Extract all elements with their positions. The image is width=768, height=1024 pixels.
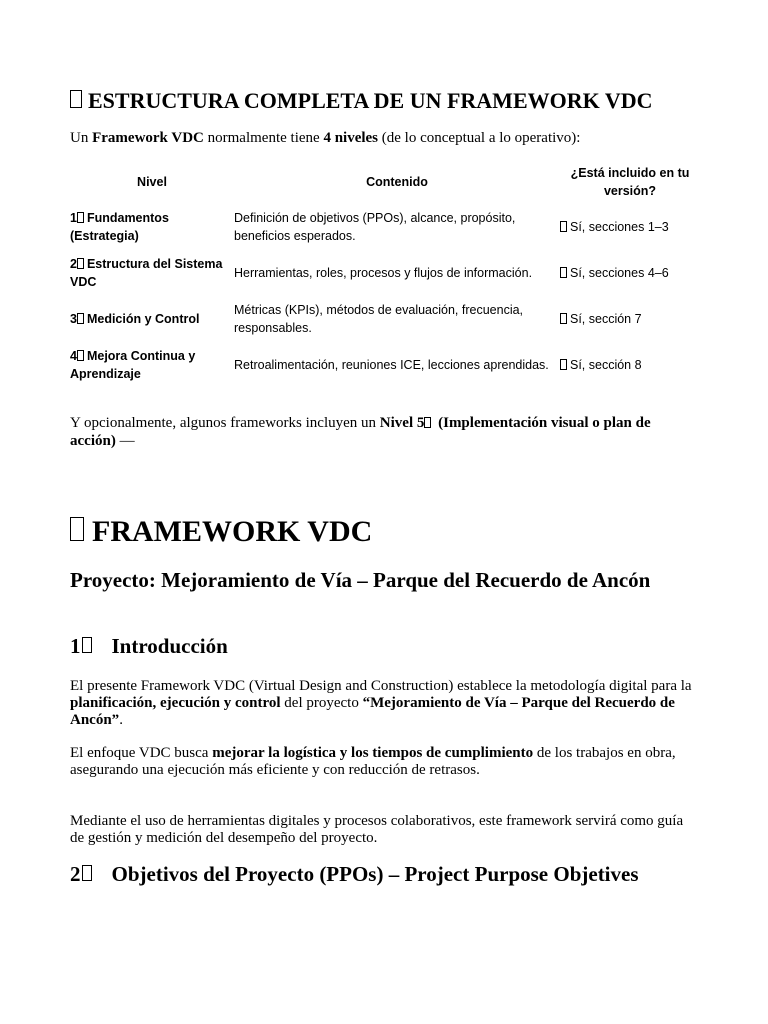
table-row <box>70 296 700 342</box>
missing-glyph-icon <box>560 359 567 370</box>
included-cell: Sí, secciones 4–6 <box>560 250 700 296</box>
missing-glyph-icon <box>70 90 82 108</box>
levels-table <box>70 160 700 388</box>
section-heading-introduccion: 1 Introducción <box>70 634 228 658</box>
included-cell: Sí, sección 8 <box>560 342 700 388</box>
missing-glyph-icon <box>560 267 567 278</box>
missing-glyph-icon <box>77 350 84 361</box>
missing-glyph-icon <box>424 417 431 428</box>
section-heading-objetivos: 2 Objetivos del Proyecto (PPOs) – Project Purpose Objetives <box>70 862 639 886</box>
missing-glyph-icon <box>77 212 84 223</box>
missing-glyph-icon <box>77 258 84 269</box>
intro-paragraph-2: El enfoque VDC busca mejorar la logística y los tiempos de cumplimiento de los trabajos en obra, asegurando una ejecución más eficiente y con reducción de retrasos. <box>70 745 676 778</box>
header-contenido: Contenido <box>366 175 428 189</box>
content-cell: Retroalimentación, reuniones ICE, lecciones aprendidas. <box>234 358 549 372</box>
structure-heading <box>70 88 653 114</box>
missing-glyph-icon <box>77 313 84 324</box>
content-cell: Herramientas, roles, procesos y flujos de información. <box>234 266 533 280</box>
intro-paragraph-1: El presente Framework VDC (Virtual Design and Construction) establece la metodología digital para la planificación, ejecución y control del proyecto “Mejoramiento de Vía – Parque del Recuerdo de Ancón”. <box>70 678 692 728</box>
missing-glyph-icon <box>560 313 567 324</box>
header-incluido: ¿Está incluido en tu versión? <box>570 166 690 198</box>
project-title: Proyecto: Mejoramiento de Vía – Parque del Recuerdo de Ancón <box>70 568 651 592</box>
intro-paragraph: Un Framework VDC normalmente tiene 4 niveles (de lo conceptual a lo operativo): <box>70 130 581 146</box>
missing-glyph-icon <box>70 517 84 541</box>
content-cell: Métricas (KPIs), métodos de evaluación, frecuencia, responsables. <box>234 303 524 335</box>
missing-glyph-icon <box>560 221 567 232</box>
missing-glyph-icon <box>82 865 92 881</box>
intro-paragraph-3: Mediante el uso de herramientas digitales y procesos colaborativos, este framework servirá como guía de gestión y medición del desempeño del proyecto. <box>70 813 684 846</box>
level-cell: 3 Medición y Control <box>70 312 200 326</box>
table-header-row <box>70 160 700 204</box>
level-cell: 1 Fundamentos (Estrategia) <box>70 211 169 243</box>
missing-glyph-icon <box>82 637 92 653</box>
table-row <box>70 204 700 250</box>
header-nivel: Nivel <box>137 175 167 189</box>
level-cell: 4 Mejora Continua y Aprendizaje <box>70 349 196 381</box>
level-cell: 2 Estructura del Sistema VDC <box>70 257 223 289</box>
table-row <box>70 342 700 388</box>
framework-title: FRAMEWORK VDC <box>70 515 372 549</box>
included-cell: Sí, secciones 1–3 <box>560 204 700 250</box>
optional-paragraph: Y opcionalmente, algunos frameworks incluyen un Nivel 5 (Implementación visual o plan de acción) — <box>70 415 651 449</box>
content-cell: Definición de objetivos (PPOs), alcance, propósito, beneficios esperados. <box>234 211 516 243</box>
table-row <box>70 250 700 296</box>
structure-heading-text: ESTRUCTURA COMPLETA DE UN FRAMEWORK VDC <box>88 88 653 113</box>
included-cell: Sí, sección 7 <box>560 296 700 342</box>
